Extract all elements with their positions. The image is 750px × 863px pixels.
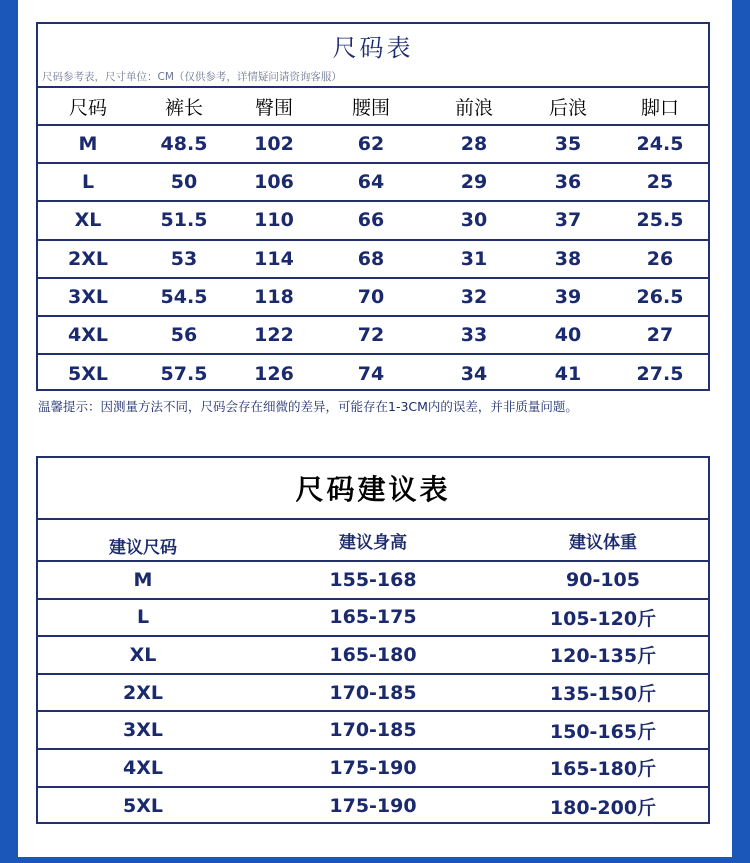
table-cell: 31	[460, 247, 488, 270]
table-cell: 74	[357, 363, 385, 386]
header-waist: 腰围	[351, 96, 390, 119]
size-table-row	[38, 279, 708, 317]
recommend-table-row	[38, 637, 708, 675]
table-cell: 25	[646, 171, 674, 194]
table-cell: 39	[554, 285, 582, 308]
size-table-title	[38, 24, 708, 66]
table-cell: 38	[554, 247, 582, 270]
table-cell: 3XL	[68, 285, 108, 308]
table-cell: 54.5	[160, 285, 208, 308]
table-cell: 106	[254, 171, 294, 194]
header-pant-length: 裤长	[164, 96, 203, 119]
header-front-rise: 前浪	[454, 96, 493, 119]
header-leg-opening: 脚口	[640, 96, 679, 119]
size-table-header-row	[38, 88, 708, 126]
table-cell: 33	[460, 324, 488, 347]
table-cell: M	[78, 133, 98, 156]
table-cell: 165-180斤	[549, 758, 657, 781]
table-cell: 24.5	[636, 133, 684, 156]
table-cell: 64	[357, 171, 385, 194]
recommend-table	[36, 456, 710, 824]
table-cell: 41	[554, 363, 582, 386]
size-table-row	[38, 241, 708, 279]
table-cell: 66	[357, 209, 385, 232]
table-cell: 155-168	[329, 568, 417, 591]
recommend-table-title	[38, 458, 708, 520]
size-table-note: 尺码参考表，尺寸单位：CM（仅供参考，详情疑问请资询客服）	[38, 66, 708, 88]
table-cell: 29	[460, 171, 488, 194]
table-cell: 32	[460, 285, 488, 308]
recommend-table-header-row	[38, 520, 708, 562]
size-table-row	[38, 126, 708, 164]
table-cell: 5XL	[123, 795, 163, 818]
table-cell: 4XL	[123, 756, 163, 779]
table-cell: 34	[460, 363, 488, 386]
table-cell: 110	[254, 209, 294, 232]
table-cell: M	[133, 568, 153, 591]
table-cell: 48.5	[160, 133, 208, 156]
table-cell: L	[81, 171, 95, 194]
table-cell: 68	[357, 247, 385, 270]
table-cell: 30	[460, 209, 488, 232]
table-cell: 5XL	[68, 363, 108, 386]
table-cell: XL	[74, 209, 102, 232]
size-table-title-text: 尺码表	[332, 33, 414, 62]
header-rec-height: 建议身高	[339, 532, 407, 553]
table-cell: 180-200斤	[549, 796, 657, 819]
size-table-row	[38, 202, 708, 240]
table-cell: 62	[357, 133, 385, 156]
table-cell: 3XL	[123, 719, 163, 742]
table-cell: 26.5	[636, 285, 684, 308]
header-rec-weight: 建议体重	[569, 532, 637, 553]
table-cell: 53	[170, 247, 198, 270]
table-cell: 90-105	[566, 568, 640, 591]
warm-tip: 温馨提示：因测量方法不同，尺码会存在细微的差异，可能存在1-3CM内的误差，并非质量问题。	[38, 399, 578, 414]
table-cell: XL	[129, 643, 157, 666]
table-cell: 165-175	[329, 606, 417, 629]
recommend-table-row	[38, 562, 708, 600]
table-cell: 122	[254, 324, 294, 347]
table-cell: 120-135斤	[549, 645, 657, 668]
table-cell: 165-180	[329, 643, 417, 666]
header-rec-size: 建议尺码	[109, 537, 177, 558]
table-cell: 102	[254, 133, 294, 156]
table-cell: 170-185	[329, 719, 417, 742]
table-cell: 28	[460, 133, 488, 156]
table-cell: 72	[357, 324, 385, 347]
content-panel	[18, 0, 732, 857]
header-size: 尺码	[68, 96, 107, 119]
table-cell: 40	[554, 324, 582, 347]
table-cell: 118	[254, 285, 294, 308]
table-cell: 135-150斤	[549, 683, 657, 706]
header-hip: 臀围	[254, 96, 293, 119]
recommend-table-row	[38, 712, 708, 750]
table-cell: 51.5	[160, 209, 208, 232]
table-cell: 126	[254, 363, 294, 386]
table-cell: 2XL	[68, 247, 108, 270]
size-table-row	[38, 355, 708, 393]
size-table	[36, 22, 710, 391]
table-cell: 50	[170, 171, 198, 194]
recommend-table-row	[38, 675, 708, 713]
table-cell: 170-185	[329, 681, 417, 704]
table-cell: 36	[554, 171, 582, 194]
table-cell: 70	[357, 285, 385, 308]
recommend-table-row	[38, 750, 708, 788]
size-table-row	[38, 317, 708, 355]
table-cell: 114	[254, 247, 294, 270]
table-cell: 35	[554, 133, 582, 156]
recommend-table-row	[38, 788, 708, 826]
header-back-rise: 后浪	[548, 96, 587, 119]
size-table-row	[38, 164, 708, 202]
table-cell: 4XL	[68, 324, 108, 347]
table-cell: 57.5	[160, 363, 208, 386]
table-cell: 2XL	[123, 681, 163, 704]
table-cell: 27	[646, 324, 674, 347]
table-cell: 27.5	[636, 363, 684, 386]
table-cell: 105-120斤	[549, 607, 657, 630]
table-cell: 175-190	[329, 795, 417, 818]
table-cell: 26	[646, 247, 674, 270]
table-cell: L	[136, 606, 150, 629]
table-cell: 175-190	[329, 756, 417, 779]
table-cell: 150-165斤	[549, 720, 657, 743]
recommend-table-title-text: 尺码建议表	[295, 473, 451, 506]
table-cell: 56	[170, 324, 198, 347]
recommend-table-row	[38, 600, 708, 638]
table-cell: 37	[554, 209, 582, 232]
table-cell: 25.5	[636, 209, 684, 232]
